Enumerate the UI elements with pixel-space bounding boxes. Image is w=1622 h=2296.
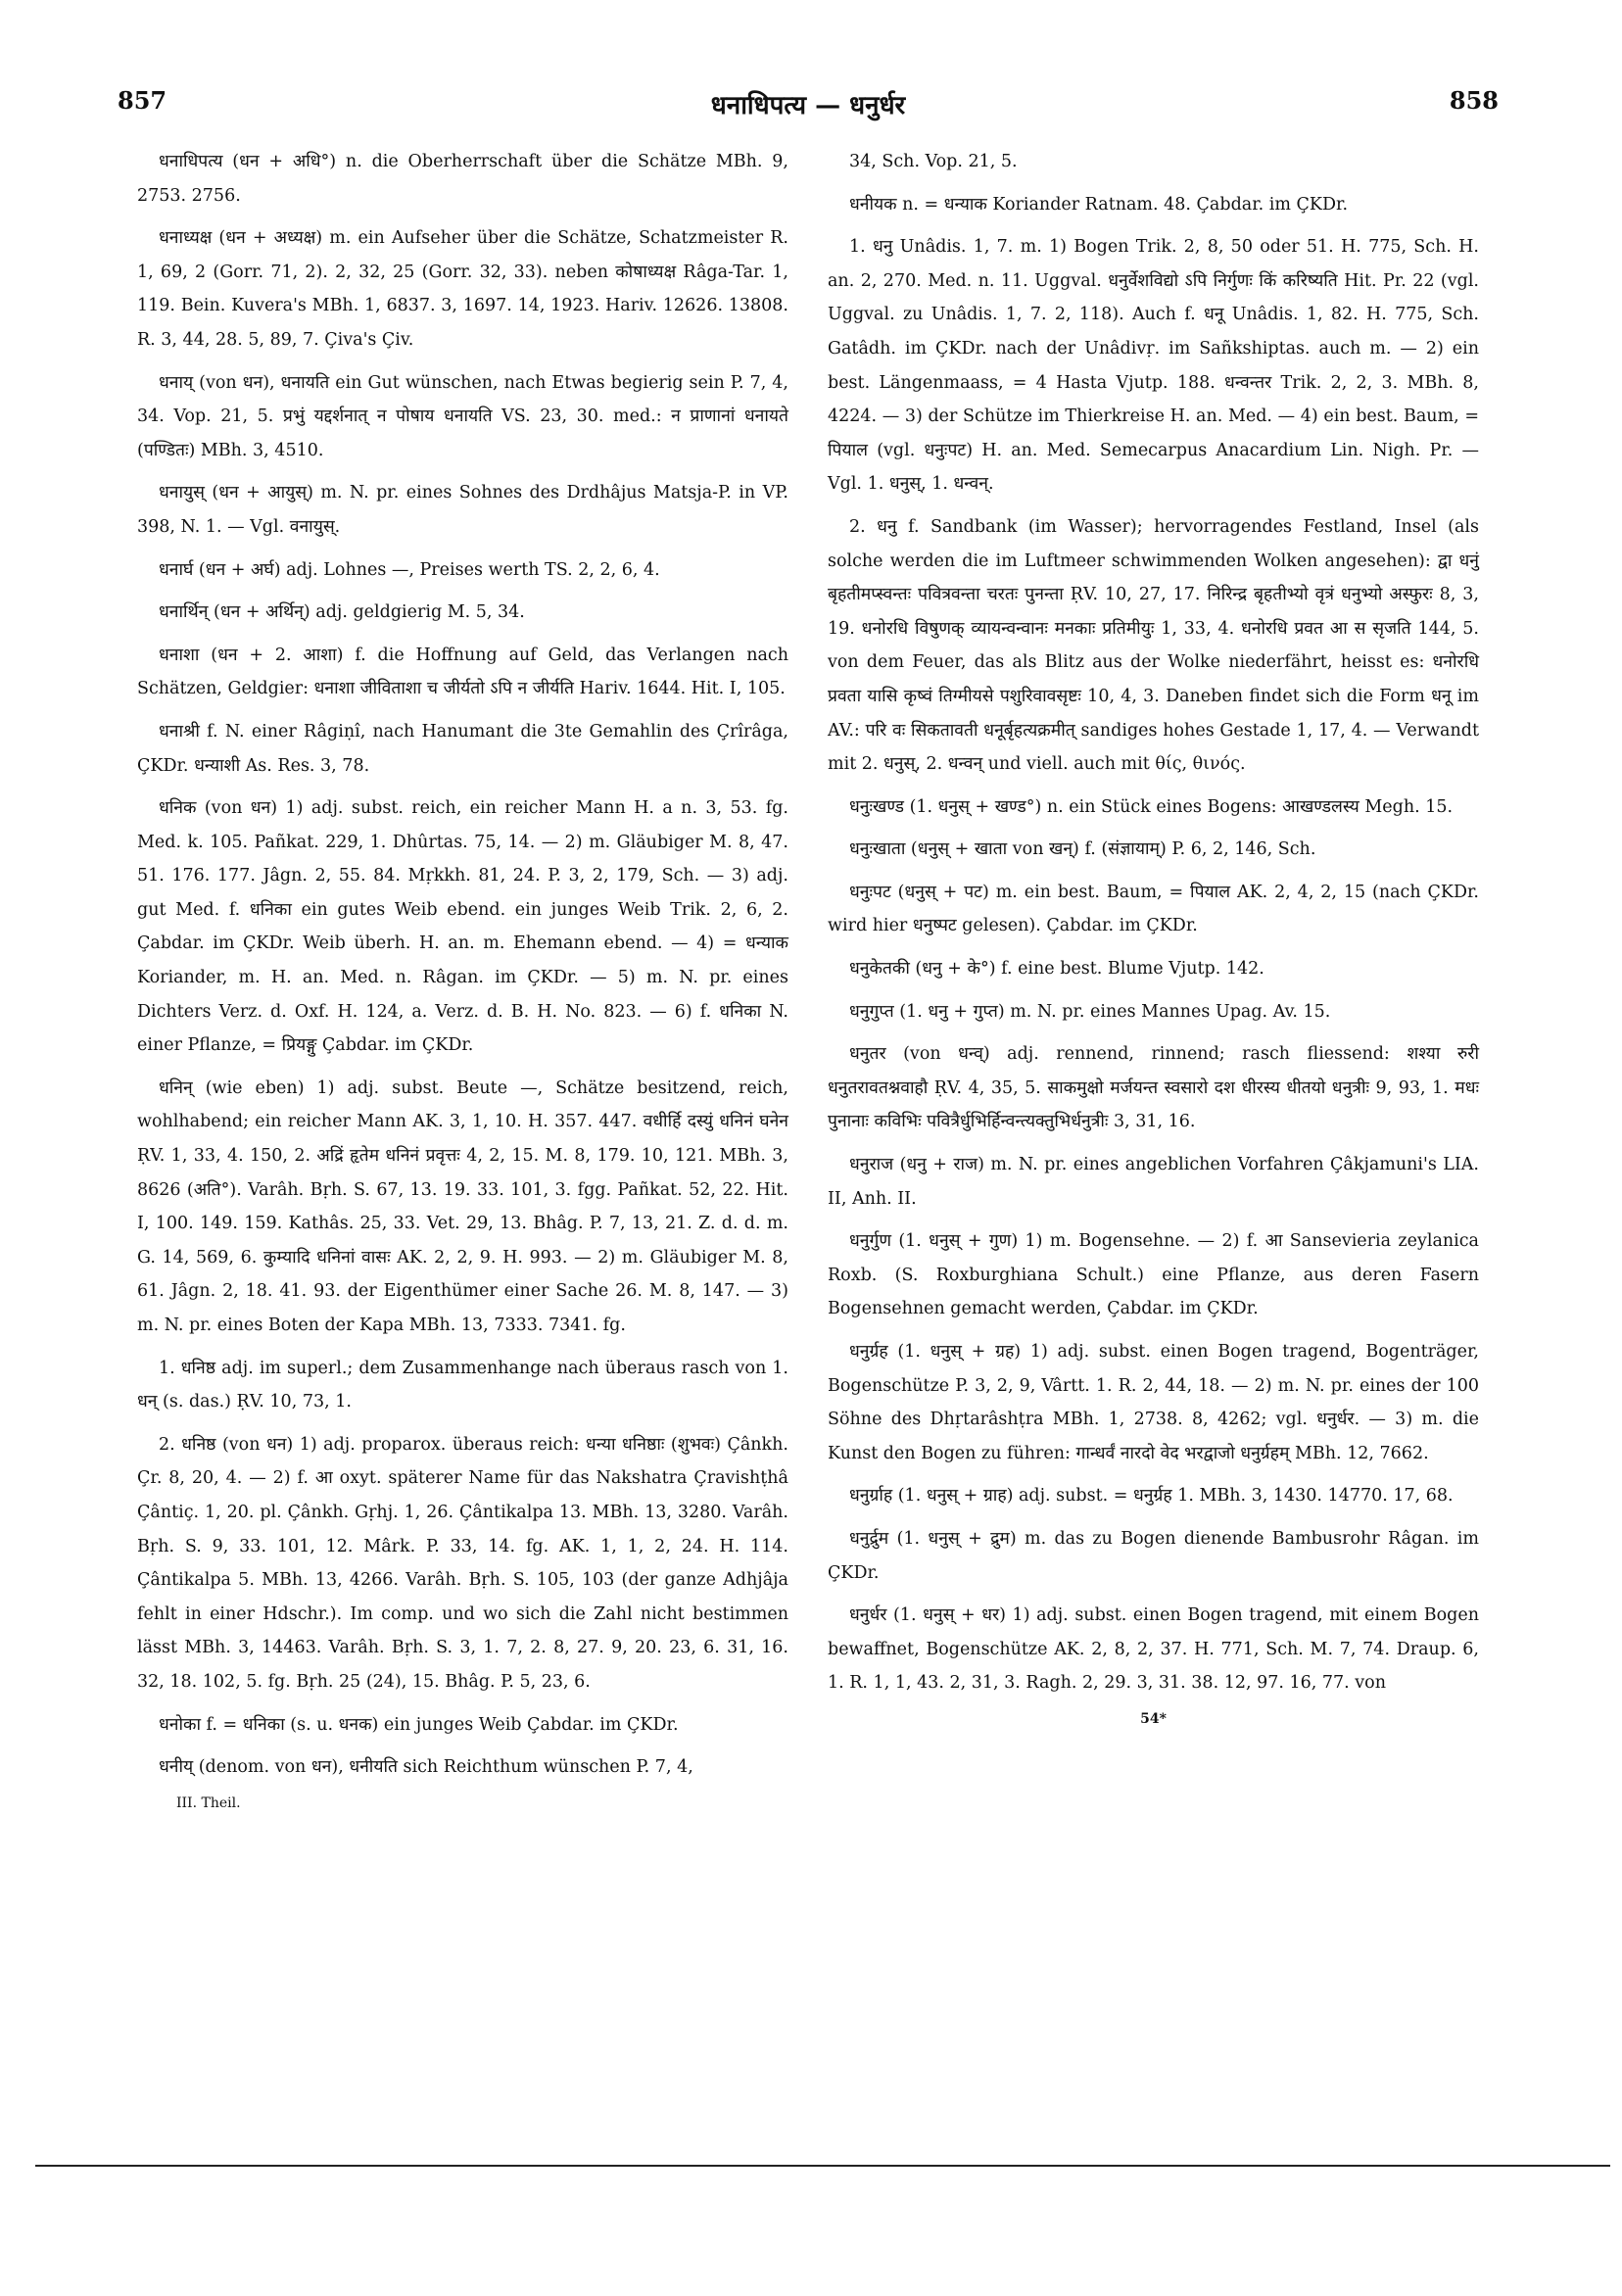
volume-note: III. Theil.	[176, 1794, 241, 1811]
dictionary-entry: धनिन् (wie eben) 1) adj. subst. Beute —, Schätze besitzend, reich, wohlhabend; ein reicher Mann AK. 3, 1, 10. H. 357. 447. वधीर्हि दस्युं धनिनं घनेन ṚV. 1, 33, 4. 150, 2. अद्रिं हृतेम धनिनं प्रवृत्तः 4, 2, 15. M. 8, 179. 10, 121. MBh. 3, 8626 (अति°). Varâh. Bṛh. S. 67, 13. 19. 33. 101, 3. fgg. Pañkat. 52, 22. Hit. I, 100. 149. 159. Kathâs. 25, 33. Vet. 29, 13. Bhâg. P. 7, 13, 21. Z. d. d. m. G. 14, 569, 6. कुम्यादि धनिनां वासः AK. 2, 2, 9. H. 993. — 2) m. Gläubiger M. 8, 61. Jâgn. 2, 18. 41. 93. der Eigenthümer einer Sache 26. M. 8, 147. — 3) m. N. pr. eines Boten der Kapa MBh. 13, 7333. 7341. fg.	[137, 1077, 788, 1335]
dictionary-entry: धनायुस् (धन + आयुस्) m. N. pr. eines Sohnes des Drdhâjus Matsja-P. in VP. 398, N. 1. — Vgl. वनायुस्.	[137, 483, 788, 537]
page-header	[118, 86, 1499, 125]
dictionary-entry: धनुर्ग्राह (1. धनुस् + ग्राह) adj. subst. = धनुर्ग्रह 1. MBh. 3, 1430. 14770. 17, 68.	[849, 1486, 1454, 1507]
dictionary-entry: धनाशा (धन + 2. आशा) f. die Hoffnung auf Geld, das Verlangen nach Schätzen, Geldgier: धनाशा जीविताशा च जीर्यतो ऽपि न जीर्यति Hariv. 1644. Hit. I, 105.	[137, 645, 788, 699]
dictionary-entry: धनाधिपत्य (धन + अधि°) n. die Oberherrschaft über die Schätze MBh. 9, 2753. 2756.	[137, 152, 788, 206]
dictionary-entry: धनुतर (von धन्व्) adj. rennend, rinnend; rasch fliessend: शश्या रुरी धनुतरावतश्नवाहौ ṚV. 4, 35, 5. साकमुक्षो मर्जयन्त स्वसारो दश धीरस्य धीतयो धनुत्रीः 9, 93, 1. मधः पुनानाः कविभिः पवित्रैर्धुभिर्हिन्वन्त्यक्तुभिर्धनुत्रीः 3, 31, 16.	[828, 1044, 1479, 1132]
dictionary-entry: धनुःखण्ड (1. धनुस् + खण्ड°) n. ein Stück eines Bogens: आखण्डलस्य Megh. 15.	[849, 796, 1454, 817]
dictionary-entry: धनाध्यक्ष (धन + अध्यक्ष) m. ein Aufseher über die Schätze, Schatzmeister R. 1, 69, 2 (Gorr. 71, 2). 2, 32, 25 (Gorr. 32, 33). neben कोषाध्यक्ष Râga-Tar. 1, 119. Bein. Kuvera's MBh. 1, 6837. 3, 1697. 14, 1923. Hariv. 12626. 13808. R. 3, 44, 28. 5, 89, 7. Çiva's Çiv.	[137, 228, 788, 350]
dictionary-entry: धनिक (von धन) 1) adj. subst. reich, ein reicher Mann H. a n. 3, 53. fg. Med. k. 105. Pañkat. 229, 1. Dhûrtas. 75, 14. — 2) m. Gläubiger M. 8, 47. 51. 176. 177. Jâgn. 2, 55. 84. Mṛkkh. 81, 24. P. 3, 2, 179, Sch. — 3) adj. gut Med. f. धनिका ein gutes Weib ebend. ein junges Weib Trik. 2, 6, 2. Çabdar. im ÇKDr. Weib überh. H. an. m. Ehemann ebend. — 4) = धन्याक Koriander, m. H. an. Med. n. Râgan. im ÇKDr. — 5) m. N. pr. eines Dichters Verz. d. Oxf. H. 124, a. Verz. d. B. H. No. 823. — 6) f. धनिका N. einer Pflanze, = प्रियङ्गु Çabdar. im ÇKDr.	[137, 798, 788, 1056]
dictionary-entry: धनाय् (von धन), धनायति ein Gut wünschen, nach Etwas begierig sein P. 7, 4, 34. Vop. 21, 5. प्रभुं यद्दर्शनात् न पोषाय धनायति VS. 23, 30. med.: न प्राणानां धनायते (पण्डितः) MBh. 3, 4510.	[137, 372, 788, 460]
dictionary-entry: धनुःखाता (धनुस् + खाता von खन्) f. (संज्ञायाम्) P. 6, 2, 146, Sch.	[849, 839, 1316, 860]
dictionary-entry: धनुगुप्त (1. धनु + गुप्त) m. N. pr. eines Mannes Upag. Av. 15.	[849, 1001, 1331, 1022]
dictionary-entry: धनाश्री f. N. einer Râgiṇî, nach Hanumant die 3te Gemahlin des Çrîrâga, ÇKDr. धन्याशी As. Res. 3, 78.	[137, 721, 788, 776]
right-column	[828, 145, 1479, 1729]
left-page-number: 857	[118, 86, 167, 115]
dictionary-entry: 1. धनु Unâdis. 1, 7. m. 1) Bogen Trik. 2, 8, 50 oder 51. H. 775, Sch. H. an. 2, 270. Med. n. 11. Uggval. धनुर्वेशविद्यो ऽपि निर्गुणः किं करिष्यति Hit. Pr. 22 (vgl. Uggval. zu Unâdis. 1, 7. 2, 118). Auch f. धनू Unâdis. 1, 82. H. 775, Sch. Gatâdh. im ÇKDr. nach der Unâdivṛ. im Sañkshiptas. auch m. — 2) ein best. Längenmaass, = 4 Hasta Vjutp. 188. धन्वन्तर Trik. 2, 2, 3. MBh. 8, 4224. — 3) der Schütze im Thierkreise H. an. Med. — 4) ein best. Baum, = पियाल (vgl. धनुःपट) H. an. Med. Semecarpus Anacardium Lin. Nigh. Pr. — Vgl. 1. धनुस्, 1. धन्वन्.	[828, 237, 1479, 495]
dictionary-entry: 2. धनिष्ठ (von धन) 1) adj. proparox. überaus reich: धन्या धनिष्ठाः (शुभवः) Çânkh. Çr. 8, 20, 4. — 2) f. आ oxyt. späterer Name für das Nakshatra Çravishṭhâ Çântiç. 1, 20. pl. Çânkh. Gṛhj. 1, 26. Çântikalpa 13. MBh. 13, 3280. Varâh. Bṛh. S. 9, 33. 101, 12. Mârk. P. 33, 14. fg. AK. 1, 1, 2, 24. H. 114. Çântikalpa 5. MBh. 13, 4266. Varâh. Bṛh. S. 105, 103 (der ganze Adhjâja fehlt in einer Hdschr.). Im comp. und wo sich die Zahl nicht bestimmen lässt MBh. 3, 14463. Varâh. Bṛh. S. 3, 1. 7, 2. 8, 27. 9, 20. 23, 6. 31, 16. 32, 18. 102, 5. fg. Bṛh. 25 (24), 15. Bhâg. P. 5, 23, 6.	[137, 1434, 788, 1692]
dictionary-entry: धनुर्गुण (1. धनुस् + गुण) 1) m. Bogensehne. — 2) f. आ Sansevieria zeylanica Roxb. (S. Roxburghiana Schult.) eine Pflanze, aus deren Fasern Bogensehnen gemacht werden, Çabdar. im ÇKDr.	[828, 1231, 1479, 1319]
dictionary-entry: धनुराज (धनु + राज) m. N. pr. eines angeblichen Vorfahren Çâkjamuni's LIA. II, Anh. II.	[828, 1155, 1479, 1209]
dictionary-entry: धनोका f. = धनिका (s. u. धनक) ein junges Weib Çabdar. im ÇKDr.	[159, 1714, 679, 1735]
bottom-rule	[35, 2165, 1610, 2167]
right-page-number: 858	[1449, 86, 1499, 115]
dictionary-entry: धनुर्धर (1. धनुस् + धर) 1) adj. subst. einen Bogen tragend, mit einem Bogen bewaffnet, Bogenschütze AK. 2, 8, 2, 37. H. 771, Sch. M. 7, 74. Draup. 6, 1. R. 1, 1, 43. 2, 31, 3. Ragh. 2, 29. 3, 31. 38. 12, 97. 16, 77. von	[828, 1605, 1479, 1694]
dictionary-entry: धनुःपट (धनुस् + पट) m. ein best. Baum, = पियाल AK. 2, 4, 2, 15 (nach ÇKDr. wird hier धनुष्पट gelesen). Çabdar. im ÇKDr.	[828, 882, 1479, 936]
dictionary-entry: 1. धनिष्ठ adj. im superl.; dem Zusammenhange nach überaus rasch von 1. धन् (s. das.) ṚV. 10, 73, 1.	[137, 1358, 788, 1412]
running-head: धनाधिपत्य — धनुर्धर	[710, 91, 906, 120]
dictionary-entry: धनुर्द्रुम (1. धनुस् + द्रुम) m. das zu Bogen dienende Bambusrohr Râgan. im ÇKDr.	[828, 1528, 1479, 1583]
dictionary-entry: 2. धनु f. Sandbank (im Wasser); hervorragendes Festland, Insel (als solche werden die im Luftmeer schwimmenden Wolken angesehen): द्वा धनुं बृहतीमप्स्वन्तः पवित्रवन्ता चरतः पुनन्ता ṚV. 10, 27, 17. निरिन्द्र बृहतीभ्यो वृत्रं धनुभ्यो अस्फुरः 8, 3, 19. धनोरधि विषुणक् व्यायन्वन्वानः मनकाः प्रतिमीयुः 1, 33, 4. धनोरधि प्रवत आ स सृजति 144, 5. von dem Feuer, das als Blitz aus der Wolke niederfährt, heisst es: धनोरधि प्रवता यासि कृष्वं तिग्मीयसे पशुरिवावसृष्टः 10, 4, 3. Daneben findet sich die Form धनू im AV.: परि वः सिकतावती धनूर्बृहत्यक्रमीत् sandiges hohes Gestade 1, 17, 4. — Verwandt mit 2. धनुस्, 2. धन्वन् und viell. auch mit θίς, θινός.	[828, 516, 1479, 775]
dictionary-entry: धनार्थिन् (धन + अर्थिन्) adj. geldgierig M. 5, 34.	[159, 602, 525, 623]
dictionary-entry: 34, Sch. Vop. 21, 5.	[849, 152, 1018, 171]
dictionary-entry: धनुकेतकी (धनु + के°) f. eine best. Blume Vjutp. 142.	[849, 959, 1264, 980]
dictionary-entry: धनार्घ (धन + अर्घ) adj. Lohnes —, Preises werth TS. 2, 2, 6, 4.	[159, 559, 660, 580]
left-column	[137, 145, 788, 1813]
signature-mark: 54*	[1140, 1710, 1167, 1727]
dictionary-entry: धनुर्ग्रह (1. धनुस् + ग्रह) 1) adj. subst. einen Bogen tragend, Bogenträger, Bogenschütze P. 3, 2, 9, Vârtt. 1. R. 2, 44, 18. — 2) m. N. pr. eines der 100 Söhne des Dhṛtarâshṭra MBh. 1, 2738. 8, 4262; vgl. धनुर्धर. — 3) m. die Kunst den Bogen zu führen: गान्धर्वं नारदो वेद भरद्वाजो धनुर्ग्रहम् MBh. 12, 7662.	[828, 1342, 1479, 1463]
dictionary-entry: धनीय् (denom. von धन), धनीयति sich Reichthum wünschen P. 7, 4,	[159, 1757, 693, 1778]
dictionary-entry: धनीयक n. = धन्याक Koriander Ratnam. 48. Çabdar. im ÇKDr.	[849, 194, 1349, 215]
